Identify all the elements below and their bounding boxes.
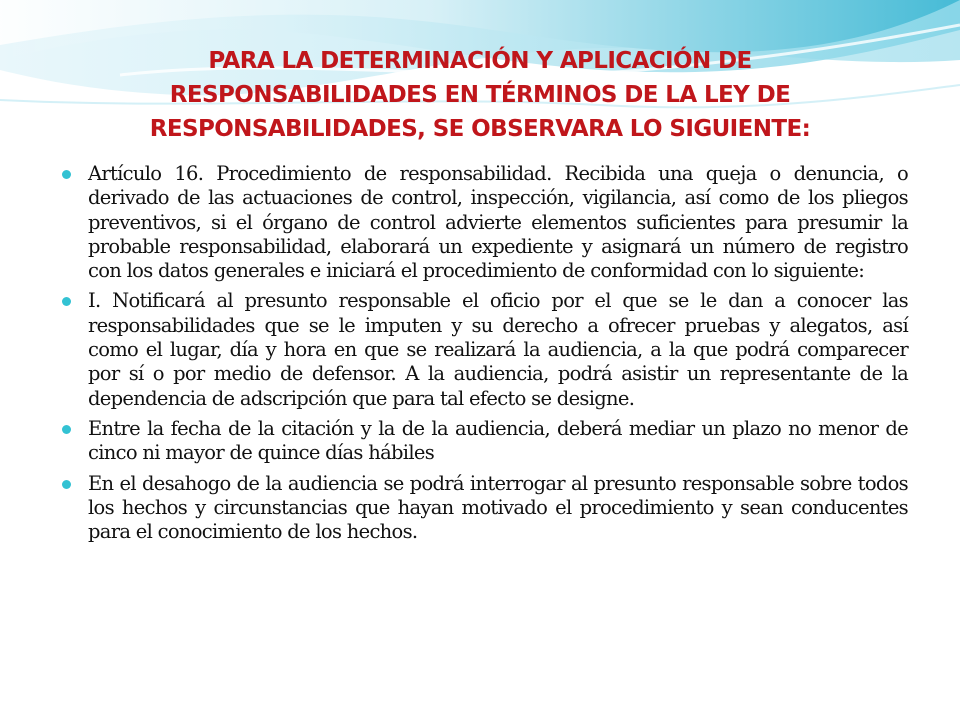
paragraph-text: En el desahogo de la audiencia se podrá interrogar al presunto responsable sobre todos los hechos y circunstancias que hayan motivado el procedimiento y sean conducentes para el conocimiento de los hechos. — [88, 471, 908, 544]
paragraph-text: Entre la fecha de la citación y la de la audiencia, deberá mediar un plazo no menor de cinco ni mayor de quince días hábiles — [88, 416, 908, 465]
bullet-icon — [62, 480, 71, 489]
bullet-icon — [62, 425, 71, 434]
paragraph-hearing-conduct — [62, 472, 908, 545]
slide-title: PARA LA DETERMINACIÓN Y APLICACIÓN DE RESPONSABILIDADES EN TÉRMINOS DE LA LEY DE RESPONSABILIDADES, SE OBSERVARA LO SIGUIENTE: — [149, 48, 811, 142]
body-list — [62, 162, 908, 550]
paragraph-article-16 — [62, 162, 908, 283]
bullet-icon — [62, 170, 71, 179]
paragraph-text: Artículo 16. Procedimiento de responsabilidad. Recibida una queja o denuncia, o derivado de las actuaciones de control, inspección, vigilancia, así como de los pliegos preventivos, si el órgano de control advierte elementos suficientes para presumir la probable responsabilidad, elaborará un expediente y asignará un número de registro con los datos generales e iniciará el procedimiento de conformidad con lo siguiente: — [88, 162, 908, 283]
paragraph-hearing-term — [62, 417, 908, 466]
paragraph-text: I. Notificará al presunto responsable el oficio por el que se le dan a conocer las responsabilidades que se le imputen y su derecho a ofrecer pruebas y alegatos, así como el lugar, día y hora en que se realizará la audiencia, a la que podrá comparecer por sí o por medio de defensor. A la audiencia, podrá asistir un representante de la dependencia de adscripción que para tal efecto se designe. — [88, 289, 908, 410]
bullet-icon — [62, 297, 71, 306]
paragraph-section-i — [62, 289, 908, 410]
